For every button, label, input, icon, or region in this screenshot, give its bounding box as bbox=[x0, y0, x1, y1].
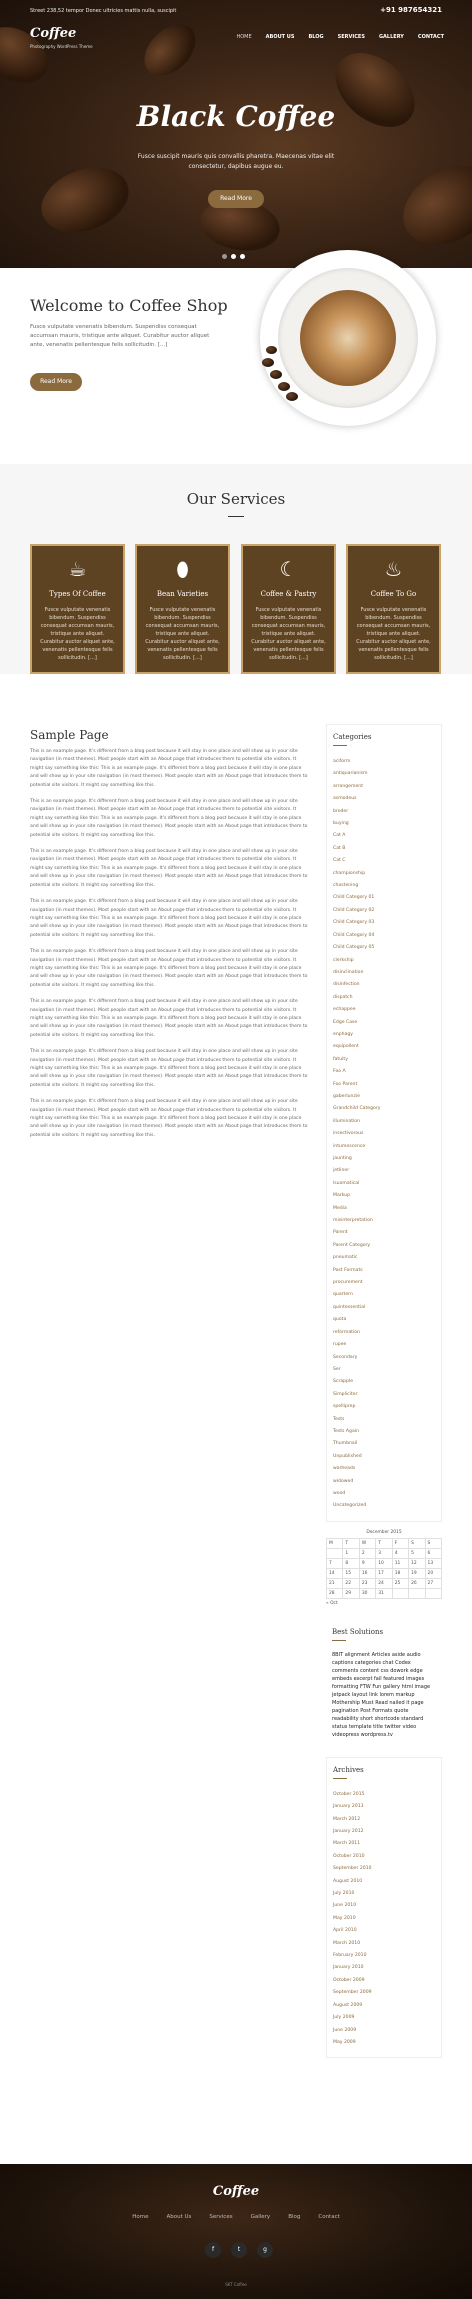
service-text: Fusce vulputate venenatis bibendum. Suspendiss consequat accumsan mauris, tristique ante aliquet. Curabitur auctor aliquet ante, venenatis pellentesque felis sollicitudin. [...] bbox=[145, 607, 220, 661]
calendar-day: 28 bbox=[327, 1588, 343, 1598]
category-list bbox=[333, 756, 435, 1513]
hero-read-more-button[interactable]: Read More bbox=[208, 190, 264, 208]
calendar-day: 20 bbox=[425, 1568, 441, 1578]
calendar-weekday: S bbox=[425, 1538, 441, 1548]
service-title: Coffee To Go bbox=[370, 590, 417, 598]
google-plus-icon[interactable]: g bbox=[257, 2242, 273, 2258]
category-link[interactable]: Ser bbox=[333, 1366, 341, 1372]
calendar-day: 9 bbox=[359, 1558, 375, 1568]
calendar-day: 11 bbox=[392, 1558, 408, 1568]
calendar-day: 19 bbox=[409, 1568, 425, 1578]
category-link[interactable]: championship bbox=[333, 870, 366, 876]
category-link[interactable]: fatuity bbox=[333, 1056, 348, 1062]
category-link[interactable]: clerkship bbox=[333, 957, 354, 963]
social-links bbox=[205, 2242, 273, 2258]
service-text: Fusce vulputate venenatis bibendum. Suspendiss consequat accumsan mauris, tristique ante aliquet. Curabitur auctor aliquet ante, venenatis pellentesque felis sollicitudin. [...] bbox=[356, 607, 431, 661]
archive-link[interactable]: March 2010 bbox=[333, 1940, 361, 1946]
category-link[interactable]: Foo Parent bbox=[333, 1081, 358, 1087]
page-paragraph: This is an example page. It's different from a blog post because it will stay in one place and will show up in your site navigation (in most themes). Most people start with an About page that introduces them to potential site visitors. It might say something like this: This is an example page. It's different from a blog post because it will stay in one place and will show up in your site navigation (in most themes). Most people start with an About page that introduces them to potential site visitors. It might say something like this. bbox=[30, 899, 308, 938]
category-link[interactable]: dispatch bbox=[333, 994, 353, 1000]
category-link[interactable]: quintessential bbox=[333, 1304, 366, 1310]
calendar-day: 8 bbox=[343, 1558, 359, 1568]
category-link[interactable]: Secondary bbox=[333, 1354, 358, 1360]
calendar-weekday: T bbox=[343, 1538, 359, 1548]
category-link[interactable]: Media bbox=[333, 1205, 347, 1211]
header-phone: +91 987654321 bbox=[380, 6, 442, 14]
category-link[interactable]: Edge Case bbox=[333, 1019, 358, 1025]
calendar-widget bbox=[326, 1530, 442, 1606]
page-paragraph: This is an example page. It's different from a blog post because it will stay in one place and will show up in your site navigation (in most themes). Most people start with an About page that introduces them to potential site visitors. It might say something like this: This is an example page. It's different from a blog post because it will stay in one place and will show up in your site navigation (in most themes). Most people start with an About page that introduces them to potential site visitors. It might say something like this. bbox=[30, 799, 308, 838]
category-link[interactable]: pneumatic bbox=[333, 1255, 358, 1261]
category-link[interactable]: rupee bbox=[333, 1342, 347, 1348]
category-link[interactable]: warheads bbox=[333, 1466, 356, 1472]
calendar-day: 16 bbox=[359, 1568, 375, 1578]
category-link[interactable]: enphagy bbox=[333, 1031, 354, 1037]
category-link[interactable]: Tests Again bbox=[333, 1428, 359, 1434]
category-link[interactable]: Unpublished bbox=[333, 1453, 362, 1459]
archive-link[interactable]: July 2009 bbox=[333, 2015, 355, 2021]
calendar-weekday: F bbox=[392, 1538, 408, 1548]
archive-link[interactable]: June 2010 bbox=[333, 1903, 357, 1909]
site-tagline: Photography WordPress Theme bbox=[30, 44, 93, 49]
archive-link[interactable]: January 2012 bbox=[333, 1829, 364, 1834]
calendar-weekday: W bbox=[359, 1538, 375, 1548]
coffee-beans-icon: ⬮ bbox=[176, 557, 189, 581]
calendar-day: 4 bbox=[392, 1548, 408, 1558]
calendar-day: 1 bbox=[343, 1548, 359, 1558]
archive-link[interactable]: March 2012 bbox=[333, 1816, 361, 1822]
archive-link[interactable]: May 2009 bbox=[333, 2039, 356, 2045]
archive-link[interactable]: March 2011 bbox=[333, 1841, 361, 1847]
calendar-day: 15 bbox=[343, 1568, 359, 1578]
category-link[interactable]: asmodeus bbox=[333, 796, 357, 802]
category-link[interactable]: Tests bbox=[333, 1416, 345, 1422]
calendar-prev-link[interactable]: « Oct bbox=[326, 1600, 338, 1606]
page-paragraph: This is an example page. It's different from a blog post because it will stay in one place and will show up in your site navigation (in most themes). Most people start with an About page that introduces them to potential site visitors. It might say something like this: This is an example page. It's different from a blog post because it will stay in one place and will show up in your site navigation (in most themes). Most people start with an About page that introduces them to potential site visitors. It might say something like this. bbox=[30, 1099, 308, 1138]
calendar-day: 24 bbox=[376, 1578, 392, 1588]
service-card[interactable] bbox=[241, 544, 336, 674]
category-link[interactable]: echappee bbox=[333, 1007, 356, 1013]
calendar-day: 31 bbox=[376, 1588, 392, 1598]
category-link[interactable]: gaberlunzie bbox=[333, 1093, 360, 1099]
nav-services[interactable]: SERVICES bbox=[337, 34, 365, 40]
categories-widget bbox=[326, 724, 442, 1522]
footer-nav-services[interactable]: Services bbox=[209, 2214, 233, 2220]
footer-nav-gallery[interactable]: Gallery bbox=[250, 2214, 271, 2220]
coffee-cup-icon: ☕ bbox=[68, 557, 87, 581]
welcome-read-more-button[interactable]: Read More bbox=[30, 373, 82, 391]
nav-gallery[interactable]: GALLERY bbox=[378, 34, 404, 40]
category-link[interactable]: jetliner bbox=[333, 1168, 350, 1174]
category-link[interactable]: misinterpretation bbox=[333, 1218, 373, 1224]
tags-widget bbox=[326, 1620, 442, 1747]
categories-title: Categories bbox=[333, 733, 372, 741]
sidebar bbox=[326, 724, 442, 2058]
calendar-day bbox=[392, 1588, 408, 1598]
category-link[interactable]: Foo A bbox=[333, 1069, 346, 1075]
category-link[interactable]: disinclination bbox=[333, 969, 364, 975]
calendar-day: 29 bbox=[343, 1588, 359, 1598]
footer-nav bbox=[0, 2214, 472, 2220]
archive-link[interactable]: October 2010 bbox=[333, 1853, 365, 1859]
calendar-day: 21 bbox=[327, 1578, 343, 1588]
nav-blog[interactable]: BLOG bbox=[308, 34, 324, 40]
calendar-day: 14 bbox=[327, 1568, 343, 1578]
category-link[interactable]: lsuomatical bbox=[333, 1180, 360, 1186]
category-link[interactable]: wood bbox=[333, 1490, 346, 1496]
archive-link[interactable]: October 2009 bbox=[333, 1977, 365, 1983]
takeaway-cup-icon: ♨ bbox=[384, 557, 403, 581]
archive-link[interactable]: January 2013 bbox=[333, 1804, 364, 1810]
footer-nav-blog[interactable]: Blog bbox=[288, 2214, 301, 2220]
footer-nav-about[interactable]: About Us bbox=[166, 2214, 192, 2220]
category-link[interactable]: Post Formats bbox=[333, 1267, 363, 1273]
footer-nav-home[interactable]: Home bbox=[132, 2214, 149, 2220]
archive-link[interactable]: October 2015 bbox=[333, 1791, 365, 1797]
nav-contact[interactable]: CONTACT bbox=[417, 34, 444, 40]
service-card[interactable] bbox=[346, 544, 441, 674]
calendar-day bbox=[409, 1588, 425, 1598]
category-link[interactable]: Uncategorized bbox=[333, 1503, 367, 1509]
category-link[interactable]: equipollent bbox=[333, 1044, 359, 1050]
archive-link[interactable]: May 2010 bbox=[333, 1915, 356, 1921]
calendar-weekday: T bbox=[376, 1538, 392, 1548]
category-link[interactable]: Markup bbox=[333, 1193, 351, 1199]
slider-dot[interactable] bbox=[231, 254, 236, 259]
site-logo[interactable]: Coffee bbox=[30, 26, 77, 41]
calendar-day: 3 bbox=[376, 1548, 392, 1558]
page-title: Sample Page bbox=[30, 728, 109, 742]
calendar-day: 26 bbox=[409, 1578, 425, 1588]
calendar-weekday: S bbox=[409, 1538, 425, 1548]
archive-link[interactable]: August 2009 bbox=[333, 2002, 363, 2008]
hero-banner bbox=[0, 0, 472, 268]
main-nav bbox=[236, 34, 444, 40]
category-link[interactable]: Grandchild Category bbox=[333, 1106, 381, 1112]
category-link[interactable]: Parent bbox=[333, 1230, 348, 1236]
category-link[interactable]: jaunting bbox=[333, 1156, 352, 1161]
calendar-day bbox=[425, 1588, 441, 1598]
category-link[interactable]: buying bbox=[333, 821, 349, 827]
category-link[interactable]: spelliprep bbox=[333, 1404, 356, 1410]
welcome-section bbox=[0, 268, 472, 464]
page-content bbox=[30, 728, 310, 1148]
category-link[interactable]: quota bbox=[333, 1317, 347, 1323]
calendar-day bbox=[327, 1548, 343, 1558]
page-paragraph: This is an example page. It's different from a blog post because it will stay in one place and will show up in your site navigation (in most themes). Most people start with an About page that introduces them to potential site visitors. It might say something like this: This is an example page. It's different from a blog post because it will stay in one place and will show up in your site navigation (in most themes). Most people start with an About page that introduces them to potential site visitors. It might say something like this. bbox=[30, 849, 308, 888]
category-link[interactable]: Cat B bbox=[333, 845, 346, 851]
category-link[interactable]: Cat C bbox=[333, 858, 346, 864]
services-title: Our Services bbox=[186, 490, 286, 508]
service-text: Fusce vulputate venenatis bibendum. Suspendiss consequat accumsan mauris, tristique ante aliquet. Curabitur auctor aliquet ante, venenatis pellentesque felis sollicitudin. [...] bbox=[251, 607, 326, 661]
archives-title: Archives bbox=[333, 1765, 364, 1774]
service-title: Bean Varieties bbox=[156, 590, 209, 598]
page-paragraph: This is an example page. It's different from a blog post because it will stay in one place and will show up in your site navigation (in most themes). Most people start with an About page that introduces them to potential site visitors. It might say something like this: This is an example page. It's different from a blog post because it will stay in one place and will show up in your site navigation (in most themes). Most people start with an About page that introduces them to potential site visitors. It might say something like this. bbox=[30, 949, 308, 988]
category-link[interactable]: chastening bbox=[333, 883, 359, 889]
category-link[interactable]: quartern bbox=[333, 1292, 353, 1298]
category-link[interactable]: reformation bbox=[333, 1329, 360, 1335]
calendar-day: 10 bbox=[376, 1558, 392, 1568]
service-title: Coffee & Pastry bbox=[260, 590, 317, 598]
category-link[interactable]: disinfection bbox=[333, 982, 360, 988]
welcome-text: Fusce vulputate venenatis bibendum. Suspendiss consequat accumsan mauris, tristique ante aliquet. Curabitur auctor aliquet ante, venenatis pellentesque felis sollicitudin. [...] bbox=[30, 324, 210, 348]
archive-link[interactable]: June 2009 bbox=[333, 2027, 357, 2033]
service-title: Types Of Coffee bbox=[49, 590, 106, 598]
category-link[interactable]: illumination bbox=[333, 1118, 361, 1124]
archive-link[interactable]: April 2010 bbox=[333, 1928, 357, 1934]
hero-title: Black Coffee bbox=[136, 100, 336, 133]
footer-logo[interactable]: Coffee bbox=[212, 2184, 260, 2199]
category-link[interactable]: antiquarianism bbox=[333, 771, 368, 777]
calendar-day: 2 bbox=[359, 1548, 375, 1558]
service-card[interactable] bbox=[135, 544, 230, 674]
calendar-day: 6 bbox=[425, 1548, 441, 1558]
archive-link[interactable]: July 2010 bbox=[333, 1891, 355, 1897]
category-link[interactable]: widowed bbox=[333, 1478, 354, 1484]
calendar-day: 5 bbox=[409, 1548, 425, 1558]
archives-widget bbox=[326, 1757, 442, 2059]
footer-nav-contact[interactable]: Contact bbox=[318, 2214, 340, 2220]
facebook-icon[interactable]: f bbox=[205, 2242, 221, 2258]
calendar-table bbox=[326, 1538, 442, 1599]
category-link[interactable]: insectivorous bbox=[333, 1131, 364, 1137]
category-link[interactable]: Parent Category bbox=[333, 1242, 371, 1248]
archive-link[interactable]: September 2009 bbox=[333, 1990, 372, 1996]
page-paragraph: This is an example page. It's different from a blog post because it will stay in one place and will show up in your site navigation (in most themes). Most people start with an About page that introduces them to potential site visitors. It might say something like this: This is an example page. It's different from a blog post because it will stay in one place and will show up in your site navigation (in most themes). Most people start with an About page that introduces them to potential site visitors. It might say something like this. bbox=[30, 749, 308, 788]
header-address: Street 238,52 tempor Donec ultricies mattis nulla, suscipit bbox=[30, 8, 177, 14]
calendar-day: 12 bbox=[409, 1558, 425, 1568]
welcome-title: Welcome to Coffee Shop bbox=[30, 296, 228, 315]
page-paragraph: This is an example page. It's different from a blog post because it will stay in one place and will show up in your site navigation (in most themes). Most people start with an About page that introduces them to potential site visitors. It might say something like this: This is an example page. It's different from a blog post because it will stay in one place and will show up in your site navigation (in most themes). Most people start with an About page that introduces them to potential site visitors. It might say something like this. bbox=[30, 999, 308, 1038]
nav-about[interactable]: ABOUT US bbox=[265, 34, 295, 40]
copyright: SKT Coffee bbox=[225, 2282, 247, 2287]
calendar-day: 17 bbox=[376, 1568, 392, 1578]
calendar-day: 27 bbox=[425, 1578, 441, 1588]
category-link[interactable]: Child Category 05 bbox=[333, 945, 375, 951]
tags-title: Best Solutions bbox=[332, 1627, 384, 1636]
category-link[interactable]: Simpliciter bbox=[333, 1391, 358, 1397]
archive-link[interactable]: August 2010 bbox=[333, 1878, 363, 1884]
calendar-caption: December 2015 bbox=[366, 1529, 402, 1535]
nav-home[interactable]: HOME bbox=[236, 34, 252, 40]
category-link[interactable]: Child Category 02 bbox=[333, 907, 375, 913]
category-link[interactable]: Child Category 04 bbox=[333, 932, 375, 938]
category-link[interactable]: Child Category 03 bbox=[333, 920, 375, 926]
slider-dot[interactable] bbox=[222, 254, 227, 259]
calendar-day: 23 bbox=[359, 1578, 375, 1588]
calendar-weekday: M bbox=[327, 1538, 343, 1548]
category-link[interactable]: Child Category 01 bbox=[333, 895, 375, 901]
category-link[interactable]: Scrapple bbox=[333, 1379, 354, 1385]
archive-link[interactable]: February 2010 bbox=[333, 1953, 367, 1959]
calendar-day: 13 bbox=[425, 1558, 441, 1568]
calendar-day: 18 bbox=[392, 1568, 408, 1578]
services-section bbox=[0, 464, 472, 674]
category-link[interactable]: Thumbnail bbox=[333, 1441, 358, 1447]
category-link[interactable]: Cat A bbox=[333, 833, 346, 839]
calendar-day: 25 bbox=[392, 1578, 408, 1588]
archive-list bbox=[333, 1789, 435, 2050]
archive-link[interactable]: January 2010 bbox=[333, 1965, 364, 1971]
twitter-icon[interactable]: t bbox=[231, 2242, 247, 2258]
calendar-day: 30 bbox=[359, 1588, 375, 1598]
page-paragraph: This is an example page. It's different from a blog post because it will stay in one place and will show up in your site navigation (in most themes). Most people start with an About page that introduces them to potential site visitors. It might say something like this: This is an example page. It's different from a blog post because it will stay in one place and will show up in your site navigation (in most themes). Most people start with an About page that introduces them to potential site visitors. It might say something like this. bbox=[30, 1049, 308, 1088]
category-link[interactable]: aciform bbox=[333, 759, 351, 764]
archive-link[interactable]: September 2010 bbox=[333, 1866, 372, 1872]
service-text: Fusce vulputate venenatis bibendum. Suspendiss consequat accumsan mauris, tristique ante aliquet. Curabitur auctor aliquet ante, venenatis pellentesque felis sollicitudin. [...] bbox=[40, 607, 115, 661]
hero-text: Fusce suscipit mauris quis convallis pharetra. Maecenas vitae elit consectetur, dapibus augue eu. bbox=[137, 153, 335, 170]
category-link[interactable]: broder bbox=[333, 808, 349, 814]
category-link[interactable]: procurement bbox=[333, 1280, 363, 1286]
croissant-icon: ☾ bbox=[279, 557, 298, 581]
footer bbox=[0, 2164, 472, 2299]
coffee-cup-image bbox=[260, 250, 436, 426]
service-card[interactable] bbox=[30, 544, 125, 674]
category-link[interactable]: arrangement bbox=[333, 783, 363, 789]
calendar-day: 22 bbox=[343, 1578, 359, 1588]
calendar-day: 7 bbox=[327, 1558, 343, 1568]
tag-cloud[interactable]: 8BIT alignment Articles aside audio captions categories chat Codex comments content css dowork edge embeds excerpt fail featured images formatting FTW Fun gallery html image jetpack layout link lorem markup Mothership Must Read nailed it page pagination Post Formats quote readability short shortcode standard status template title twitter video videopress wordpress.tv bbox=[332, 1651, 431, 1738]
slider-dot[interactable] bbox=[240, 254, 245, 259]
category-link[interactable]: intumescence bbox=[333, 1143, 366, 1149]
slider-dots bbox=[222, 254, 245, 259]
